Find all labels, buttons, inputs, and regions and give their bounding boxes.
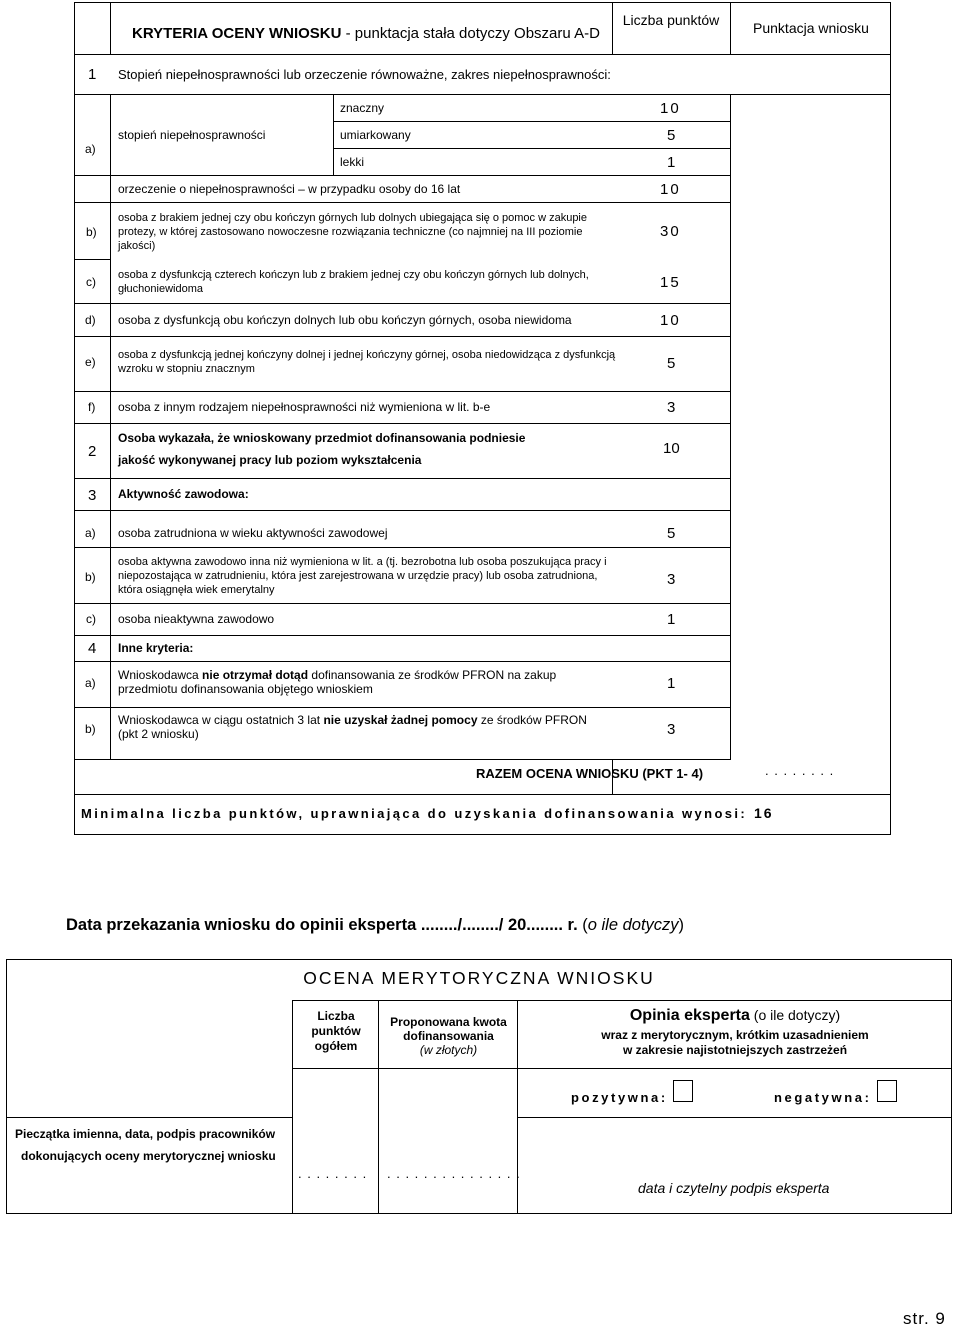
minimum-value: 16 [754,805,774,821]
section-title: Aktywność zawodowa: [118,487,249,501]
section-number: 2 [88,443,97,460]
section-title: jakość wykonywanej pracy lub poziom wykształcenia [118,453,422,467]
total-label: RAZEM OCENA WNIOSKU (PKT 1- 4) [476,766,704,781]
stamp-label: dokonujących oceny merytorycznej wniosku [21,1149,276,1163]
row-text: osoba z brakiem jednej czy obu kończyn górnych lub dolnych ubiegająca się o pomoc w zakupie protezy, w której zastosowano nowoczesne rozwiązania techniczne (co najmniej na III poziomie jakości) [118,212,587,252]
section-title: Osoba wykazała, że wnioskowany przedmiot dofinansowania podniesie [118,431,526,445]
expert-opinion-subheader: wraz z merytorycznym, krótkim uzasadnieniem [601,1028,869,1042]
row-text: osoba z dysfunkcją obu kończyn dolnych lub obu kończyn górnych, osoba niewidoma [118,313,572,327]
row-points: 10 [663,440,680,457]
proposed-amount-field[interactable]: . . . . . . . . . . . . . . . [387,1166,521,1181]
row-text: stopień niepełnosprawności [118,128,266,142]
points-column-header: Liczba punktów [622,12,720,28]
row-text: osoba nieaktywna zawodowo [118,612,275,626]
section-title: Inne kryteria: [118,641,194,655]
row-label: a) [85,676,96,690]
row-label: c) [86,275,96,289]
expert-opinion-subheader: w zakresie najistotniejszych zastrzeżeń [622,1043,848,1057]
row-points: 1 [667,675,678,692]
row-text: orzeczenie o niepełnosprawności – w przypadku osoby do 16 lat [118,182,461,196]
row-text: osoba z dysfunkcją czterech kończyn lub z brakiem jednej czy obu kończyn górnych lub dolnych, głuchoniewidoma [118,269,589,295]
total-points-column-header: Liczba punktów ogółem [311,1009,361,1053]
row-label: b) [85,722,96,736]
negative-checkbox[interactable] [877,1080,897,1102]
row-text: osoba aktywna zawodowo inna niż wymieniona w lit. a (tj. bezrobotna lub osoba poszukująca pracy i niepozostająca w zatrudnieniu, która jest zarejestrowana w urzędzie pracy) lub osoba zatrudniona, która osiągnęła wiek emerytalny [118,556,607,596]
negative-label: negatywna: [774,1090,872,1105]
expert-opinion-header: Opinia eksperta (o ile dotyczy) [629,1007,841,1024]
row-points: 3 [667,399,678,416]
section-title: Stopień niepełnosprawności lub orzeczenie równoważne, zakres niepełnosprawności: [118,67,611,82]
row-points: 3 [667,721,678,738]
transfer-date-line: Data przekazania wniosku do opinii eksperta ......../......../ 20........ r. (o ile dotyczy) [66,916,685,934]
row-points: 3 [667,571,678,588]
section-number: 4 [88,640,97,657]
row-label: b) [85,570,96,584]
expert-signature-label: data i czytelny podpis eksperta [638,1180,830,1196]
positive-checkbox[interactable] [673,1080,693,1102]
row-points: 1 [667,154,678,171]
row-label: a) [85,142,96,156]
row-points: 5 [667,127,678,144]
score-column-header: Punktacja wniosku [753,20,869,36]
section-number: 3 [88,487,97,504]
sub-row-label: umiarkowany [340,128,411,142]
row-text: osoba z dysfunkcją jednej kończyny dolnej i jednej kończyny górnej, osoba niedowidząca z dysfunkcją wzroku w stopniu znacznym [118,349,616,375]
positive-label: pozytywna: [571,1090,668,1105]
row-label: e) [85,355,96,369]
sub-row-label: lekki [340,155,365,169]
row-label: f) [88,400,96,414]
total-points-field[interactable]: . . . . . . . . [298,1166,368,1181]
row-label: c) [86,612,96,626]
row-label: b) [86,225,97,239]
row-points: 10 [660,181,681,198]
row-points: 15 [660,274,681,291]
section-number: 1 [88,66,97,83]
minimum-label: Minimalna liczba punktów, uprawniająca do uzyskania dofinansowania wynosi: [81,806,748,821]
table-title: KRYTERIA OCENY WNIOSKU - punktacja stała dotyczy Obszaru A-D [132,25,600,42]
page-number: str. 9 [903,1309,946,1328]
row-points: 5 [667,355,678,372]
row-text: osoba z innym rodzajem niepełnosprawności niż wymieniona w lit. b-e [118,400,491,414]
merit-title: OCENA MERYTORYCZNA WNIOSKU [303,968,655,988]
row-points: 5 [667,525,678,542]
row-label: a) [85,526,96,540]
row-text: Wnioskodawca nie otrzymał dotąd dofinansowania ze środków PFRON na zakup przedmiotu dofinansowania objętego wnioskiem [118,668,557,696]
proposed-amount-column-header: Proponowana kwota dofinansowania (w złotych) [390,1015,507,1057]
row-text: Wnioskodawca w ciągu ostatnich 3 lat nie uzyskał żadnej pomocy ze środków PFRON (pkt 2 wniosku) [118,713,587,741]
row-points: 10 [660,312,681,329]
row-text: osoba zatrudniona w wieku aktywności zawodowej [118,526,388,540]
row-points: 30 [660,223,681,240]
row-points: 1 [667,611,678,628]
total-value[interactable]: . . . . . . . . [765,763,835,778]
row-label: d) [85,313,96,327]
stamp-label: Pieczątka imienna, data, podpis pracowników [15,1127,276,1141]
row-points: 10 [660,100,681,117]
sub-row-label: znaczny [340,101,385,115]
